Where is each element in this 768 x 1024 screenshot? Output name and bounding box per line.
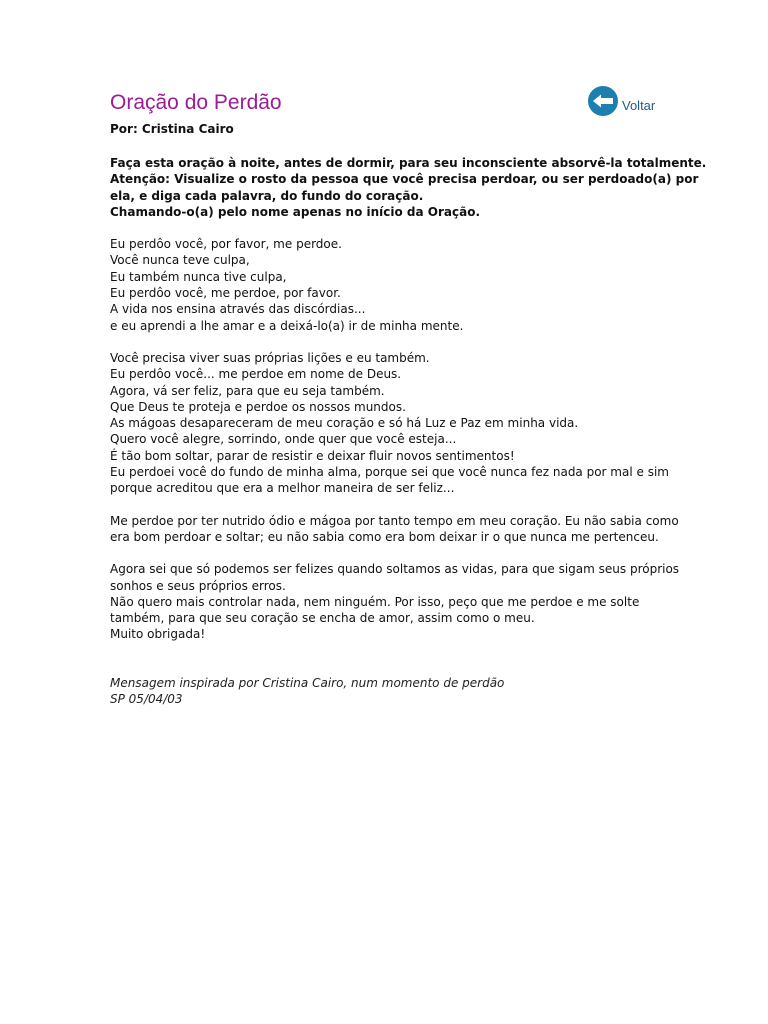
prayer-line: É tão bom soltar, parar de resistir e deixar fluir novos sentimentos! (110, 448, 515, 463)
prayer-line: Você precisa viver suas próprias lições e eu também. (110, 350, 430, 365)
footer-date: SP 05/04/03 (110, 692, 183, 707)
intro-line: Faça esta oração à noite, antes de dormir, para seu inconsciente absorvê-la totalmente. (110, 156, 707, 170)
intro-line: Atenção: Visualize o rosto da pessoa que você precisa perdoar, ou ser perdoado(a) por (110, 172, 699, 187)
prayer-stanza-4 (110, 561, 680, 642)
prayer-line: Quero você alegre, sorrindo, onde quer que você esteja... (110, 432, 457, 447)
footer-note (110, 675, 670, 708)
prayer-stanza-3 (110, 513, 679, 546)
prayer-line: Agora, vá ser feliz, para que eu seja também. (110, 383, 385, 398)
page-title: Oração do Perdão (110, 91, 282, 114)
back-button[interactable] (588, 86, 655, 116)
prayer-line: porque acreditou que era a melhor maneira de ser feliz... (110, 481, 455, 496)
document-page (110, 88, 707, 707)
prayer-line: era bom perdoar e soltar; eu não sabia como era bom deixar ir o que nunca me pertenceu. (110, 529, 659, 544)
back-button-label: Voltar (622, 97, 656, 113)
back-arrow-icon (588, 86, 618, 116)
prayer-line: Que Deus te proteja e perdoe os nossos mundos. (110, 399, 406, 414)
prayer-line: As mágoas desapareceram de meu coração e só há Luz e Paz em minha vida. (110, 416, 579, 431)
prayer-line: Não quero mais controlar nada, nem ninguém. Por isso, peço que me perdoe e me solte (110, 594, 640, 609)
intro-line: ela, e diga cada palavra, do fundo do coração. (110, 188, 424, 203)
prayer-line: Eu perdôo você, por favor, me perdoe. (110, 237, 342, 252)
author-line: Por: Cristina Cairo (110, 122, 234, 136)
prayer-line: Agora sei que só podemos ser felizes quando soltamos as vidas, para que sigam seus próprios (110, 562, 680, 577)
prayer-line: também, para que seu coração se encha de amor, assim como o meu. (110, 611, 535, 626)
prayer-line: Muito obrigada! (110, 627, 206, 642)
intro-instructions (110, 155, 707, 220)
prayer-line: Você nunca teve culpa, (110, 253, 250, 268)
intro-line: Chamando-o(a) pelo nome apenas no início da Oração. (110, 204, 481, 219)
prayer-line: sonhos e seus próprios erros. (110, 578, 286, 593)
prayer-stanza-1 (110, 236, 670, 334)
prayer-line: A vida nos ensina através das discórdias... (110, 302, 366, 317)
prayer-line: Eu perdôo você... me perdoe em nome de Deus. (110, 367, 402, 382)
prayer-line: Eu perdoei você do fundo de minha alma, porque sei que você nunca fez nada por mal e sim (110, 465, 669, 480)
prayer-line: Eu perdôo você, me perdoe, por favor. (110, 286, 341, 301)
footer-line: Mensagem inspirada por Cristina Cairo, num momento de perdão (110, 675, 505, 690)
prayer-line: e eu aprendi a lhe amar e a deixá-lo(a) ir de minha mente. (110, 318, 464, 333)
prayer-line: Me perdoe por ter nutrido ódio e mágoa por tanto tempo em meu coração. Eu não sabia como (110, 513, 679, 528)
prayer-stanza-2 (110, 350, 670, 497)
prayer-line: Eu também nunca tive culpa, (110, 269, 287, 284)
